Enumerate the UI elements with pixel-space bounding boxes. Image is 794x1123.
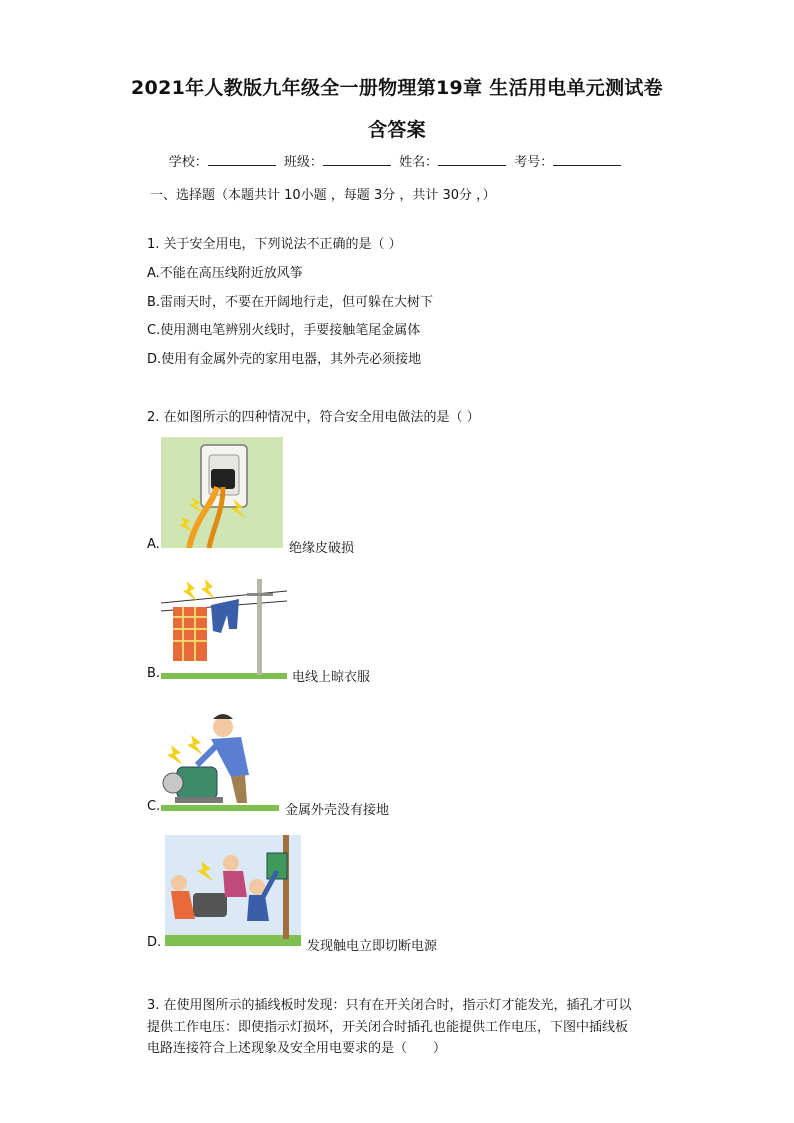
number-blank[interactable] xyxy=(553,153,621,166)
q3-line-1: 3. 在使用图所示的插线板时发现：只有在开关闭合时，指示灯才能发光，插孔才可以 xyxy=(147,998,632,1013)
q2-option-a-letter: A. xyxy=(147,537,160,552)
q2-option-c-letter: C. xyxy=(147,799,161,814)
doc-title-line2: 含答案 xyxy=(368,119,426,141)
clothes-on-wire-image xyxy=(161,571,287,679)
student-info-line xyxy=(0,151,794,170)
school-label: 学校： xyxy=(168,155,208,170)
section-heading: 一、选择题（本题共计 10小题 ，每题 3分 ，共计 30分 ，） xyxy=(150,188,496,203)
class-blank[interactable] xyxy=(323,153,391,166)
q2-stem: 2. 在如图所示的四种情况中，符合安全用电做法的是（ ） xyxy=(147,410,480,425)
number-label: 考号： xyxy=(514,155,554,170)
name-blank[interactable] xyxy=(438,153,506,166)
q2-option-a-caption: 绝缘皮破损 xyxy=(289,541,355,556)
q2-option-b-caption: 电线上晾衣服 xyxy=(292,670,371,685)
q1-option-b: B.雷雨天时，不要在开阔地行走，但可躲在大树下 xyxy=(147,295,434,310)
cut-power-rescue-image xyxy=(165,835,301,946)
doc-title-line1: 2021年人教版九年级全一册物理第19章 生活用电单元测试卷 xyxy=(131,77,663,99)
q2-option-d-letter: D. xyxy=(147,935,162,950)
q1-option-c: C.使用测电笔辨别火线时，手要接触笔尾金属体 xyxy=(147,323,421,338)
socket-damaged-wire-image xyxy=(161,437,283,548)
q2-option-b-letter: B. xyxy=(147,666,161,681)
name-label: 姓名： xyxy=(399,155,439,170)
q1-option-a: A.不能在高压线附近放风筝 xyxy=(147,266,303,281)
q2-option-d-caption: 发现触电立即切断电源 xyxy=(307,939,438,954)
q3-line-2: 提供工作电压：即使指示灯损坏，开关闭合时插孔也能提供工作电压，下图中插线板 xyxy=(147,1020,629,1035)
q1-option-d: D.使用有金属外壳的家用电器，其外壳必须接地 xyxy=(147,352,422,367)
motor-no-ground-image xyxy=(161,705,279,811)
q3-line-3: 电路连接符合上述现象及安全用电要求的是（ ） xyxy=(147,1041,447,1056)
class-label: 班级： xyxy=(283,155,323,170)
school-blank[interactable] xyxy=(208,153,276,166)
q1-stem: 1. 关于安全用电，下列说法不正确的是（ ） xyxy=(147,237,402,252)
q2-option-c-caption: 金属外壳没有接地 xyxy=(285,803,390,818)
